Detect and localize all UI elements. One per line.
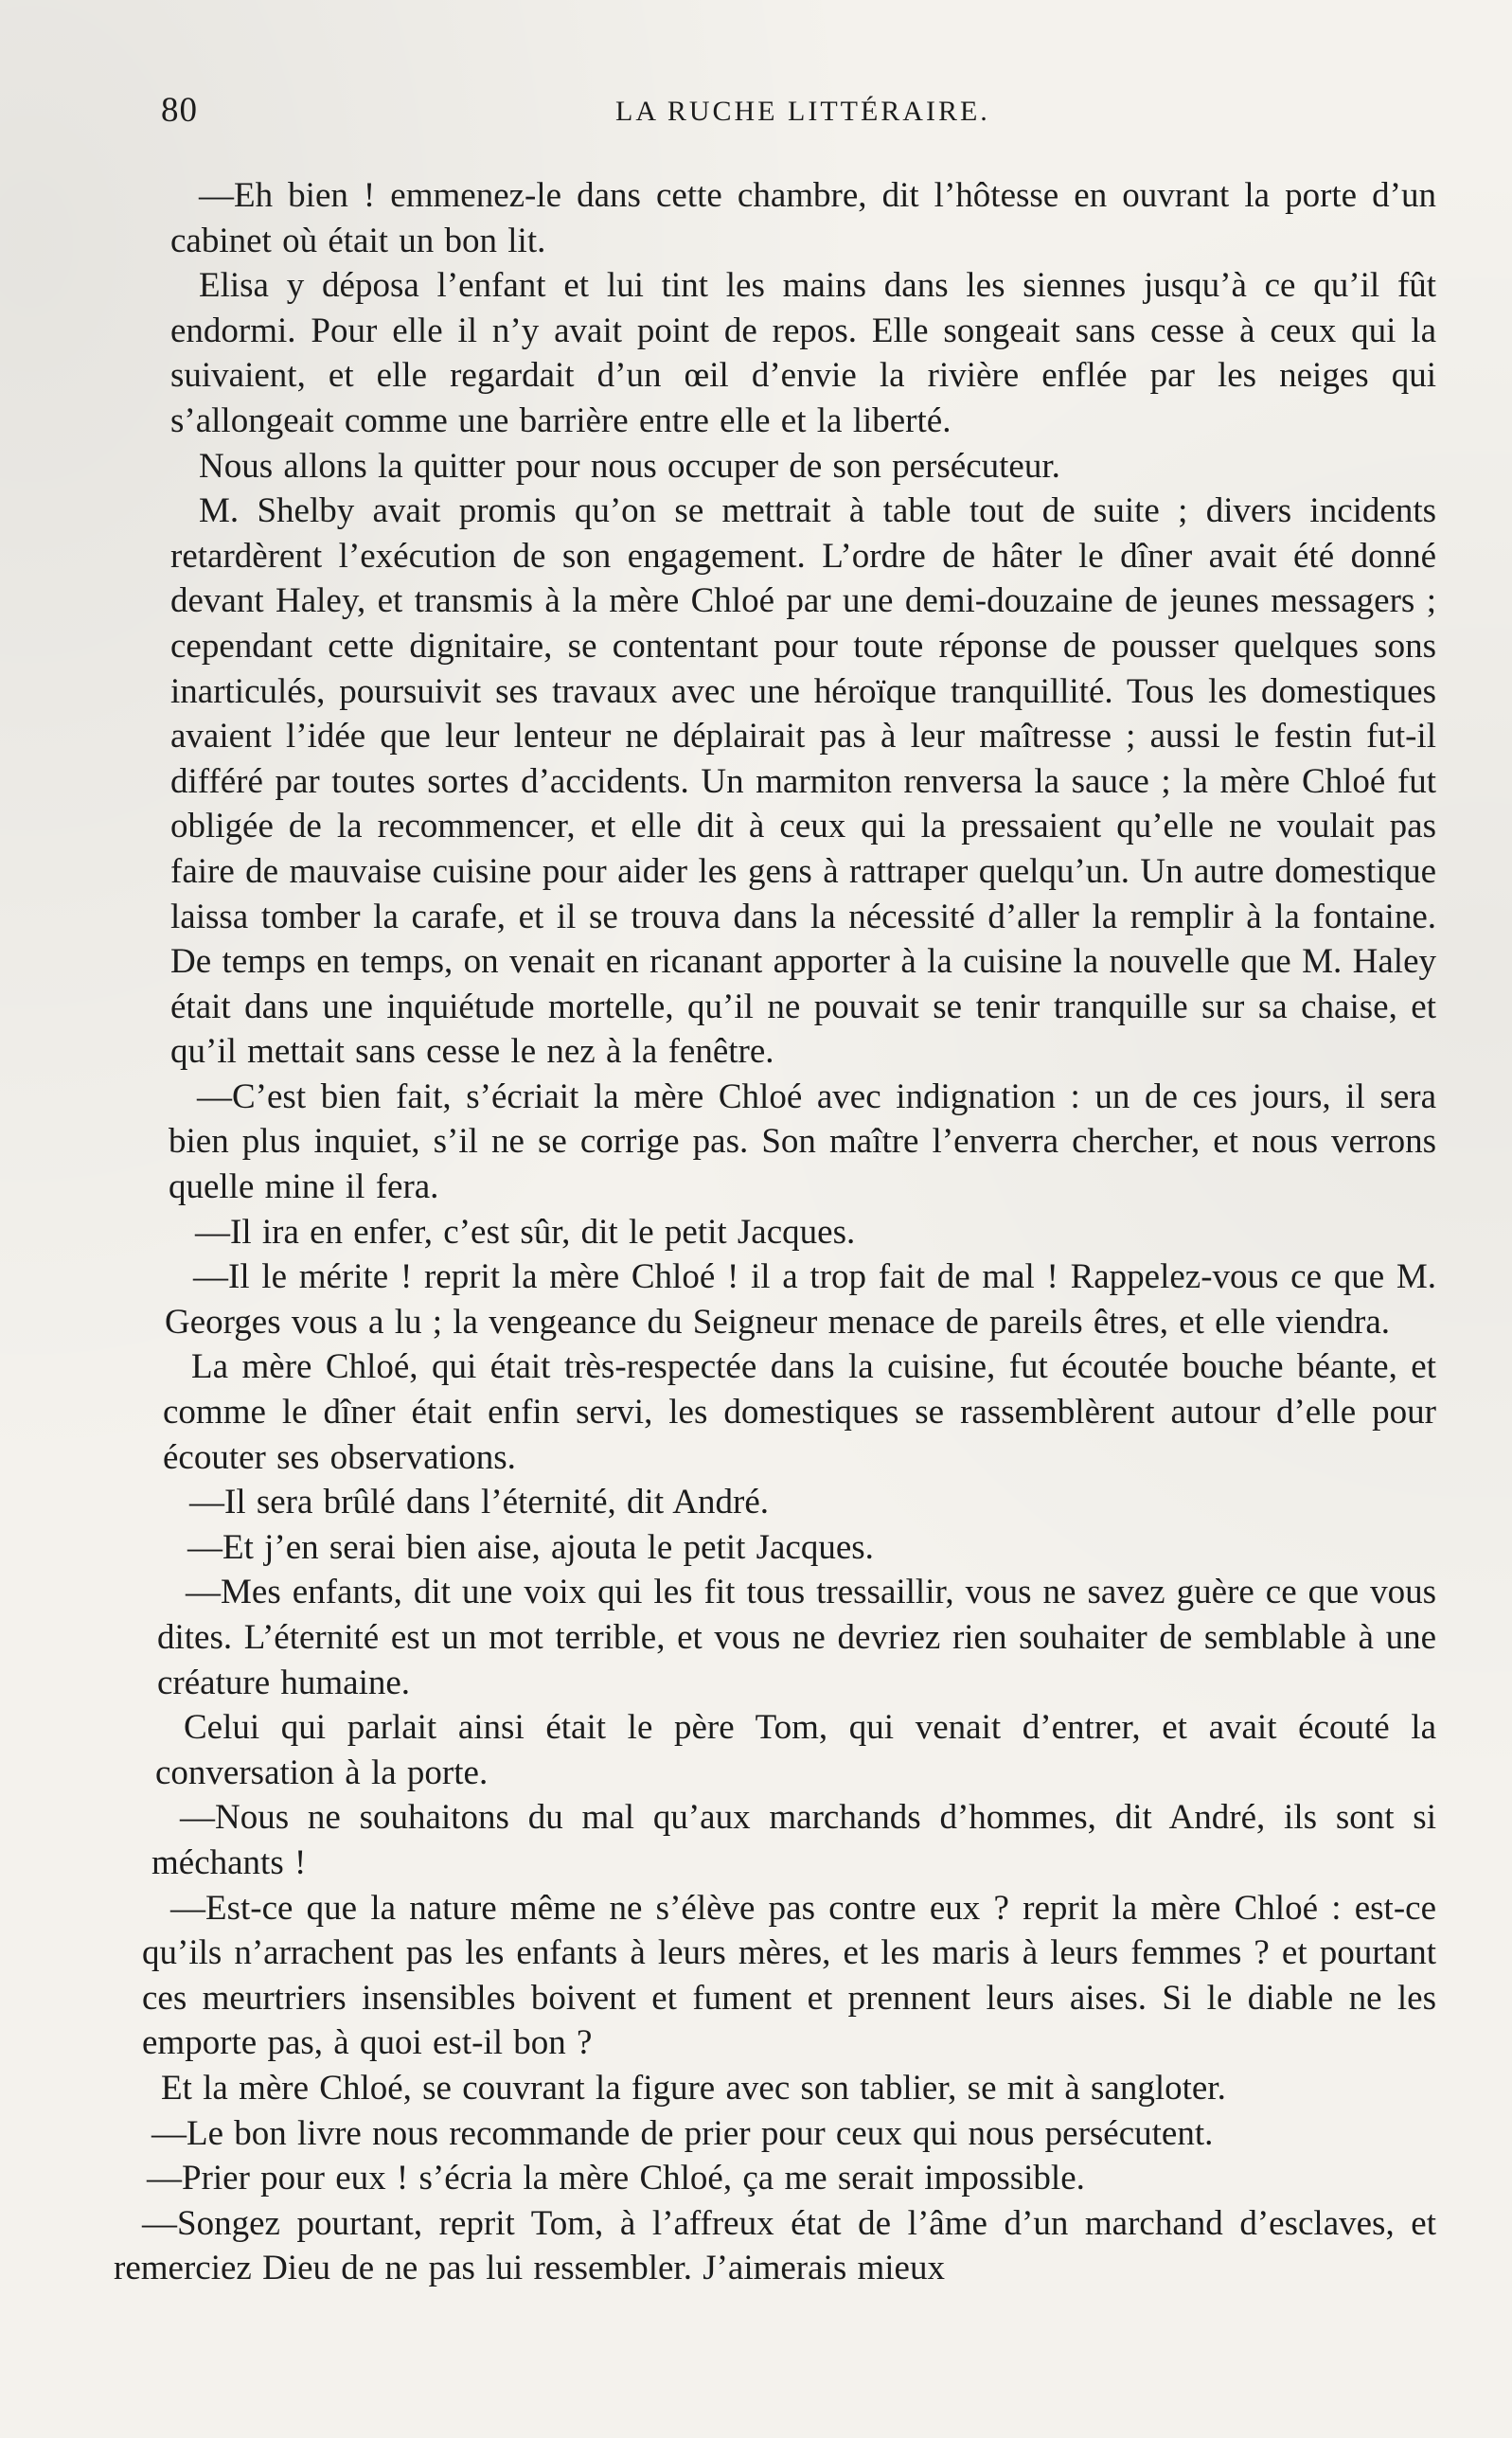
paragraph: —C’est bien fait, s’écriait la mère Chloé avec indignation : un de ces jours, il sera bien plus inquiet, s’il ne se corrige pas. Son maître l’enverra chercher, et nous verrons quelle mine il fera. bbox=[169, 1077, 1436, 1207]
paragraph: Nous allons la quitter pour nous occuper de son persécuteur. bbox=[199, 446, 1060, 486]
page-number: 80 bbox=[161, 91, 198, 130]
paragraph: —Eh bien ! emmenez-le dans cette chambre, dit l’hôtesse en ouvrant la porte d’un cabinet où était un bon lit. bbox=[170, 176, 1436, 260]
paragraph: M. Shelby avait promis qu’on se mettrait à table tout de suite ; divers incidents retardèrent l’exécution de son engagement. L’ordre de hâter le dîner avait été donné devant Haley, et transmis à la mère Chloé par une demi-douzaine de jeunes messagers ; cependant cette dignitaire, se contentant pour toute réponse de pousser quelques sons inarticulés, poursuivit ses travaux avec une héroïque tranquillité. Tous les domestiques avaient l’idée que leur lenteur ne déplairait pas à leur maîtresse ; aussi le festin fut-il différé par toutes sortes d’accidents. Un marmiton renversa la sauce ; la mère Chloé fut obligée de la recommencer, et elle dit à ceux qui la pressaient qu’elle ne voulait pas faire de mauvaise cuisine pour aider les gens à rattraper quelqu’un. Un autre domestique laissa tomber la carafe, et il se trouva dans la nécessité d’aller la remplir à la fontaine. De temps en temps, on venait en ricanant apporter à la cuisine la nouvelle que M. Haley était dans une inquiétude mortelle, qu’il ne pouvait se tenir tranquille sur sa chaise, et qu’il mettait sans cesse le nez à la fenêtre. bbox=[170, 491, 1436, 1072]
page-header bbox=[114, 90, 1436, 135]
paragraph: —Prier pour eux ! s’écria la mère Chloé, ça me serait impossible. bbox=[147, 2159, 1085, 2198]
paragraph: —Nous ne souhaitons du mal qu’aux marchands d’hommes, dit André, ils sont si méchants ! bbox=[151, 1798, 1436, 1882]
paragraph: —Et j’en serai bien aise, ajouta le petit Jacques. bbox=[187, 1527, 874, 1567]
paragraph: —Songez pourtant, reprit Tom, à l’affreux état de l’âme d’un marchand d’esclaves, et remerciez Dieu de ne pas lui ressembler. J’aimerais mieux bbox=[114, 2203, 1436, 2288]
paragraph: Celui qui parlait ainsi était le père Tom, qui venait d’entrer, et avait écouté la conversation à la porte. bbox=[155, 1708, 1436, 1792]
running-title: LA RUCHE LITTÉRAIRE. bbox=[615, 96, 990, 127]
paragraph: —Il sera brûlé dans l’éternité, dit André. bbox=[189, 1483, 770, 1522]
paragraph: —Il ira en enfer, c’est sûr, dit le petit Jacques. bbox=[195, 1212, 856, 1252]
body-text bbox=[114, 173, 1436, 2291]
paragraph: —Il le mérite ! reprit la mère Chloé ! il a trop fait de mal ! Rappelez-vous ce que M. Georges vous a lu ; la vengeance du Seigneur menace de pareils êtres, et elle viendra. bbox=[165, 1257, 1436, 1342]
paragraph: —Mes enfants, dit une voix qui les fit tous tressaillir, vous ne savez guère ce que vous dites. L’éternité est un mot terrible, et vous ne devriez rien souhaiter de semblable à une créature humaine. bbox=[157, 1573, 1436, 1702]
paragraph: Et la mère Chloé, se couvrant la figure avec son tablier, se mit à sangloter. bbox=[161, 2068, 1226, 2108]
paragraph: —Est-ce que la nature même ne s’élève pas contre eux ? reprit la mère Chloé : est-ce qu’ils n’arrachent pas les enfants à leurs mères, et les maris à leurs femmes ? et pourtant ces meurtriers insensibles boivent et fument et prennent leurs aises. Si le diable ne les emporte pas, à quoi est-il bon ? bbox=[142, 1888, 1436, 2063]
paragraph: Elisa y déposa l’enfant et lui tint les mains dans les siennes jusqu’à ce qu’il fût endormi. Pour elle il n’y avait point de repos. Elle songeait sans cesse à ceux qui la suivaient, et elle regardait d’un œil d’envie la rivière enflée par les neiges qui s’allongeait comme une barrière entre elle et la liberté. bbox=[170, 266, 1436, 440]
paragraph: La mère Chloé, qui était très-respectée dans la cuisine, fut écoutée bouche béante, et comme le dîner était enfin servi, les domestiques se rassemblèrent autour d’elle pour écouter ses observations. bbox=[163, 1347, 1436, 1477]
paragraph: —Le bon livre nous recommande de prier pour ceux qui nous persécutent. bbox=[151, 2113, 1214, 2153]
